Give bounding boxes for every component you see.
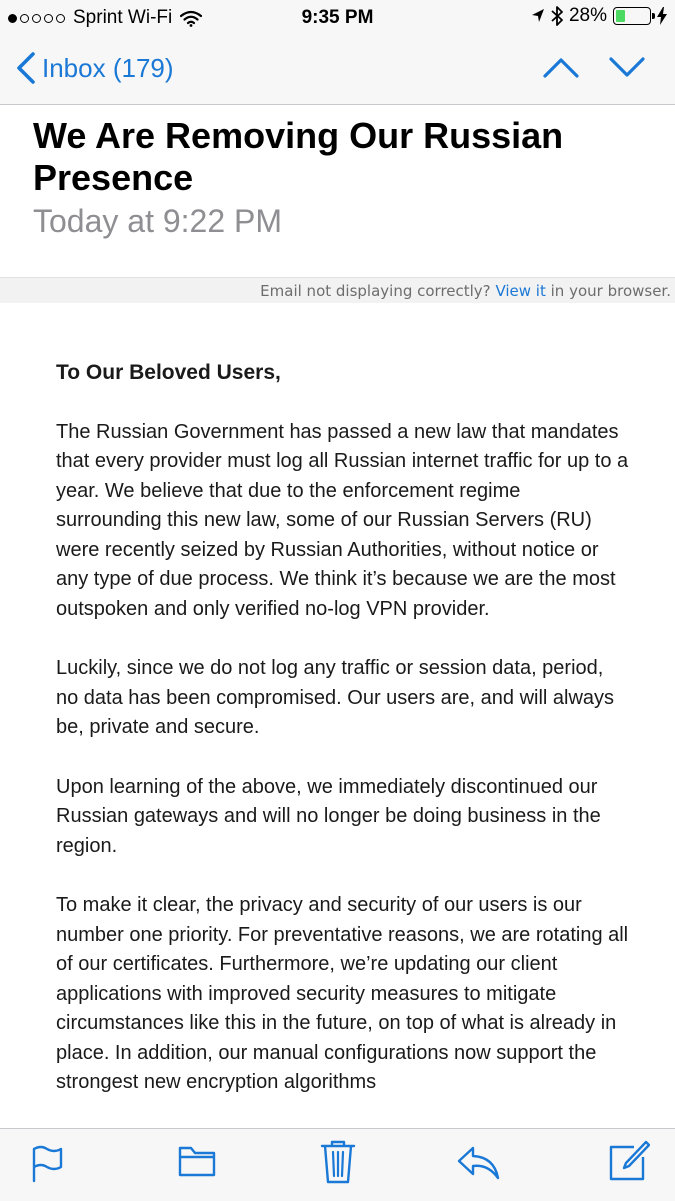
chevron-down-icon[interactable]	[609, 56, 645, 78]
charging-bolt-icon	[657, 7, 667, 25]
paragraph: To make it clear, the privacy and security of our users is our number one priority. For preventative reasons, we are rotating all of our certificates. Furthermore, we’re updating our client applications with improved security measures to mitigate circumstances like this in the future, on top of what is already in place. In addition, our manual configurations now support the strongest new encryption algorithms	[56, 894, 629, 1093]
battery-icon	[613, 7, 651, 25]
chevron-up-icon[interactable]	[543, 56, 579, 78]
bluetooth-icon	[551, 5, 563, 27]
view-in-browser-link[interactable]: View it	[495, 282, 546, 300]
reply-icon[interactable]	[456, 1145, 500, 1181]
folder-icon[interactable]	[178, 1143, 216, 1179]
compose-icon[interactable]	[608, 1139, 650, 1183]
battery-level-fill	[616, 10, 625, 22]
greeting: To Our Beloved Users,	[56, 361, 281, 384]
email-body	[56, 358, 631, 1128]
bottom-toolbar	[0, 1128, 675, 1201]
flag-icon[interactable]	[30, 1143, 64, 1183]
email-subject: We Are Removing Our Russian Presence	[33, 115, 564, 198]
status-indicators	[531, 5, 667, 27]
message-navigation	[543, 56, 645, 78]
preheader-prefix: Email not displaying correctly?	[260, 282, 491, 300]
nav-bar	[0, 38, 675, 105]
back-label: Inbox (179)	[42, 52, 174, 83]
battery-percent: 28%	[568, 5, 607, 26]
trash-icon[interactable]	[320, 1139, 356, 1185]
carrier-label: Sprint Wi-Fi	[73, 7, 173, 28]
location-icon	[531, 8, 545, 24]
email-date: Today at 9:22 PM	[33, 203, 283, 239]
back-button[interactable]	[16, 52, 174, 84]
email-header	[0, 105, 675, 277]
status-bar	[0, 0, 675, 38]
clock: 9:35 PM	[301, 7, 374, 28]
paragraph: Luckily, since we do not log any traffic or session data, period, no data has been compromised. Our users are, and will always be, private and secure.	[56, 657, 615, 738]
chevron-left-icon	[16, 52, 36, 84]
preheader-bar	[0, 277, 675, 303]
paragraph: Upon learning of the above, we immediately discontinued our Russian gateways and will no longer be doing business in the region.	[56, 775, 601, 857]
paragraph: The Russian Government has passed a new law that mandates that every provider must log all Russian internet traffic for up to a year. We believe that due to the enforcement regime surrounding this new law, some of our Russian Servers (RU) were recently seized by Russian Authorities, without notice or any type of due process. We think it’s because we are the most outspoken and only verified no-log VPN provider.	[56, 420, 629, 620]
preheader-suffix: in your browser.	[550, 282, 671, 300]
